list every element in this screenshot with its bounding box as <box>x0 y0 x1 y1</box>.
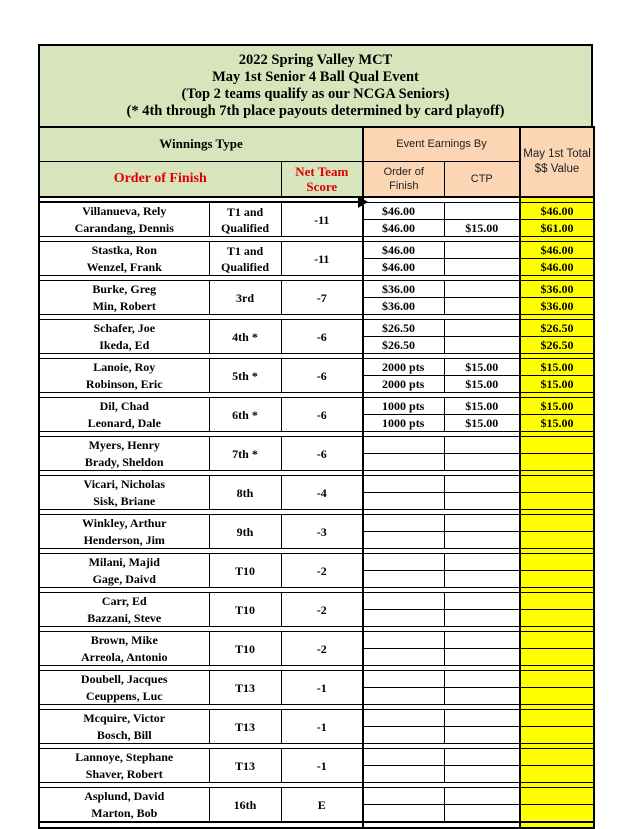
player-name: Gage, Daivd <box>39 571 209 588</box>
order-finish-col-header <box>363 161 444 197</box>
total-value <box>520 476 594 493</box>
player-name: Henderson, Jim <box>39 532 209 549</box>
ctp-amount: $15.00 <box>444 376 520 393</box>
finish-place <box>209 242 281 276</box>
total-value <box>520 788 594 805</box>
ctp-amount <box>444 727 520 744</box>
finish-place-line-1: T10 <box>234 641 255 656</box>
player-name: Doubell, Jacques <box>39 671 209 688</box>
total-value: $26.50 <box>520 337 594 354</box>
player-name: Brady, Sheldon <box>39 454 209 471</box>
table-row <box>39 710 594 727</box>
total-value: $15.00 <box>520 376 594 393</box>
finish-place <box>209 320 281 354</box>
finish-place-line-1: T1 and <box>226 243 264 258</box>
net-team-score: -1 <box>281 671 363 705</box>
total-value <box>520 593 594 610</box>
event-earnings-header: Event Earnings By <box>363 127 520 161</box>
order-finish-amount: $46.00 <box>363 203 444 220</box>
finish-place <box>209 554 281 588</box>
finish-place-line-2: Qualified <box>220 259 269 274</box>
results-sheet <box>38 44 593 829</box>
total-value <box>520 766 594 783</box>
finish-place-line-1: 6th * <box>232 407 258 422</box>
finish-place-line-1: 4th * <box>232 329 258 344</box>
player-name: Lannoye, Stephane <box>39 749 209 766</box>
net-team-score-header <box>281 161 363 197</box>
player-name: Ceuppens, Luc <box>39 688 209 705</box>
table-row <box>39 359 594 376</box>
net-team-score: -2 <box>281 632 363 666</box>
order-finish-amount: 1000 pts <box>363 398 444 415</box>
order-finish-amount <box>363 554 444 571</box>
table-row <box>39 593 594 610</box>
player-name: Marton, Bob <box>39 805 209 823</box>
player-name: Bosch, Bill <box>39 727 209 744</box>
net-team-score-line-2: Score <box>306 178 338 194</box>
row-separator <box>39 822 594 828</box>
total-value <box>520 727 594 744</box>
total-value <box>520 532 594 549</box>
table-header <box>39 127 594 197</box>
total-value <box>520 454 594 471</box>
player-name: Stastka, Ron <box>39 242 209 259</box>
header-arrow-head <box>358 196 368 208</box>
ctp-amount: $15.00 <box>444 359 520 376</box>
ctp-amount <box>444 476 520 493</box>
total-value <box>520 610 594 627</box>
ctp-amount: $15.00 <box>444 398 520 415</box>
net-team-score: -11 <box>281 242 363 276</box>
table-row <box>39 320 594 337</box>
player-name: Brown, Mike <box>39 632 209 649</box>
order-finish-amount: $26.50 <box>363 320 444 337</box>
order-finish-amount: 1000 pts <box>363 415 444 432</box>
finish-place <box>209 359 281 393</box>
finish-place <box>209 203 281 237</box>
finish-place <box>209 632 281 666</box>
player-name: Arreola, Antonio <box>39 649 209 666</box>
net-team-score: -6 <box>281 398 363 432</box>
may-total-line-2: $$ Value <box>534 163 580 175</box>
ctp-amount <box>444 493 520 510</box>
finish-place <box>209 476 281 510</box>
player-name: Bazzani, Steve <box>39 610 209 627</box>
order-finish-amount: 2000 pts <box>363 359 444 376</box>
order-finish-amount <box>363 454 444 471</box>
order-finish-amount: $36.00 <box>363 281 444 298</box>
total-value: $15.00 <box>520 415 594 432</box>
table-row <box>39 749 594 766</box>
finish-place <box>209 749 281 783</box>
ctp-amount <box>444 649 520 666</box>
total-value <box>520 805 594 823</box>
net-team-score: -7 <box>281 281 363 315</box>
net-team-score: -2 <box>281 593 363 627</box>
team-rows <box>39 197 594 828</box>
table-row <box>39 203 594 220</box>
table-row <box>39 281 594 298</box>
order-finish-amount <box>363 476 444 493</box>
finish-place-line-1: 9th <box>236 524 254 539</box>
player-name: Myers, Henry <box>39 437 209 454</box>
results-table <box>38 126 595 829</box>
ctp-amount <box>444 571 520 588</box>
ctp-col-header: CTP <box>444 161 520 197</box>
ctp-amount <box>444 805 520 823</box>
order-finish-amount <box>363 493 444 510</box>
player-name: Vicari, Nicholas <box>39 476 209 493</box>
order-finish-amount <box>363 710 444 727</box>
ctp-amount <box>444 203 520 220</box>
net-team-score: -6 <box>281 359 363 393</box>
finish-place-line-1: 8th <box>236 485 254 500</box>
net-team-score: -6 <box>281 320 363 354</box>
ctp-amount <box>444 671 520 688</box>
order-finish-amount: 2000 pts <box>363 376 444 393</box>
ctp-amount <box>444 454 520 471</box>
ctp-amount <box>444 710 520 727</box>
net-team-score: -2 <box>281 554 363 588</box>
order-finish-amount <box>363 671 444 688</box>
order-finish-amount <box>363 788 444 805</box>
order-finish-amount <box>363 610 444 627</box>
player-name: Shaver, Robert <box>39 766 209 783</box>
finish-place-line-1: 3rd <box>236 290 254 305</box>
order-of-finish-header: Order of Finish <box>39 161 281 197</box>
table-row <box>39 554 594 571</box>
total-value: $26.50 <box>520 320 594 337</box>
table-row <box>39 242 594 259</box>
player-name: Min, Robert <box>39 298 209 315</box>
total-value: $46.00 <box>520 259 594 276</box>
order-finish-amount <box>363 571 444 588</box>
ctp-amount <box>444 259 520 276</box>
player-name: Winkley, Arthur <box>39 515 209 532</box>
player-name: Carandang, Dennis <box>39 220 209 237</box>
net-team-score: -6 <box>281 437 363 471</box>
player-name: Villanueva, Rely <box>39 203 209 220</box>
ctp-amount: $15.00 <box>444 220 520 237</box>
title-line-2: May 1st Senior 4 Ball Qual Event <box>212 69 419 85</box>
total-value <box>520 515 594 532</box>
total-value: $36.00 <box>520 281 594 298</box>
ctp-amount <box>444 610 520 627</box>
may-total-line-1: May 1st Total <box>523 148 591 160</box>
ctp-amount <box>444 632 520 649</box>
net-team-score: -4 <box>281 476 363 510</box>
player-name: Sisk, Briane <box>39 493 209 510</box>
finish-place-line-1: T13 <box>234 758 255 773</box>
order-finish-amount <box>363 649 444 666</box>
table-row <box>39 671 594 688</box>
finish-place-line-1: 7th * <box>232 446 258 461</box>
table-row <box>39 437 594 454</box>
title-line-3: (Top 2 teams qualify as our NCGA Seniors) <box>181 86 450 102</box>
ctp-amount: $15.00 <box>444 415 520 432</box>
title-line-1: 2022 Spring Valley MCT <box>238 52 393 68</box>
total-value: $46.00 <box>520 242 594 259</box>
finish-place <box>209 437 281 471</box>
finish-place <box>209 593 281 627</box>
ctp-amount <box>444 788 520 805</box>
finish-place-line-1: T10 <box>234 563 255 578</box>
finish-place <box>209 671 281 705</box>
title-line-4: (* 4th through 7th place payouts determined by card playoff) <box>126 103 505 119</box>
order-finish-amount <box>363 632 444 649</box>
ctp-amount <box>444 532 520 549</box>
player-name: Wenzel, Frank <box>39 259 209 276</box>
order-finish-amount: $46.00 <box>363 242 444 259</box>
order-finish-amount <box>363 532 444 549</box>
net-team-score: -1 <box>281 710 363 744</box>
finish-place-line-1: 5th * <box>232 368 258 383</box>
finish-place-line-1: T1 and <box>226 204 264 219</box>
player-name: Mcquire, Victor <box>39 710 209 727</box>
order-finish-amount: $46.00 <box>363 220 444 237</box>
total-value: $61.00 <box>520 220 594 237</box>
finish-place-line-1: T13 <box>234 719 255 734</box>
finish-place-line-1: T13 <box>234 680 255 695</box>
ctp-amount <box>444 515 520 532</box>
player-name: Asplund, David <box>39 788 209 805</box>
order-finish-amount <box>363 515 444 532</box>
player-name: Burke, Greg <box>39 281 209 298</box>
ctp-amount <box>444 437 520 454</box>
finish-place-line-1: 16th <box>233 797 257 812</box>
total-value: $15.00 <box>520 398 594 415</box>
total-value <box>520 437 594 454</box>
total-value <box>520 671 594 688</box>
net-team-score: -1 <box>281 749 363 783</box>
order-finish-amount <box>363 727 444 744</box>
finish-place <box>209 398 281 432</box>
order-finish-amount <box>363 766 444 783</box>
order-finish-amount <box>363 749 444 766</box>
sheet-title <box>38 44 593 126</box>
net-team-score: E <box>281 788 363 823</box>
net-team-score: -11 <box>281 203 363 237</box>
player-name: Carr, Ed <box>39 593 209 610</box>
ctp-amount <box>444 766 520 783</box>
order-finish-amount <box>363 805 444 823</box>
total-value <box>520 649 594 666</box>
ctp-amount <box>444 298 520 315</box>
player-name: Ikeda, Ed <box>39 337 209 354</box>
table-row <box>39 788 594 805</box>
finish-place-line-2: Qualified <box>220 220 269 235</box>
ctp-amount <box>444 749 520 766</box>
order-finish-amount: $36.00 <box>363 298 444 315</box>
ctp-amount <box>444 593 520 610</box>
player-name: Lanoie, Roy <box>39 359 209 376</box>
total-value <box>520 554 594 571</box>
finish-place <box>209 281 281 315</box>
player-name: Leonard, Dale <box>39 415 209 432</box>
order-finish-col-line-2: Finish <box>389 179 419 192</box>
player-name: Dil, Chad <box>39 398 209 415</box>
order-finish-col-line-1: Order of <box>383 165 424 178</box>
total-value <box>520 571 594 588</box>
finish-place <box>209 710 281 744</box>
net-team-score-line-1: Net Team <box>295 163 349 179</box>
ctp-amount <box>444 320 520 337</box>
total-value: $46.00 <box>520 203 594 220</box>
player-name: Robinson, Eric <box>39 376 209 393</box>
total-value: $36.00 <box>520 298 594 315</box>
player-name: Schafer, Joe <box>39 320 209 337</box>
order-finish-amount: $46.00 <box>363 259 444 276</box>
total-value <box>520 688 594 705</box>
total-value <box>520 493 594 510</box>
table-row <box>39 515 594 532</box>
table-row <box>39 398 594 415</box>
finish-place-line-1: T10 <box>234 602 255 617</box>
may-total-header <box>520 127 594 197</box>
ctp-amount <box>444 242 520 259</box>
total-value <box>520 749 594 766</box>
ctp-amount <box>444 688 520 705</box>
finish-place <box>209 515 281 549</box>
ctp-amount <box>444 554 520 571</box>
table-row <box>39 476 594 493</box>
player-name: Milani, Majid <box>39 554 209 571</box>
net-team-score: -3 <box>281 515 363 549</box>
ctp-amount <box>444 337 520 354</box>
order-finish-amount <box>363 593 444 610</box>
total-value: $15.00 <box>520 359 594 376</box>
total-value <box>520 632 594 649</box>
winnings-type-header: Winnings Type <box>39 127 363 161</box>
total-value <box>520 710 594 727</box>
table-row <box>39 632 594 649</box>
order-finish-amount: $26.50 <box>363 337 444 354</box>
order-finish-amount <box>363 437 444 454</box>
order-finish-amount <box>363 688 444 705</box>
ctp-amount <box>444 281 520 298</box>
header-arrow-line <box>38 201 363 203</box>
